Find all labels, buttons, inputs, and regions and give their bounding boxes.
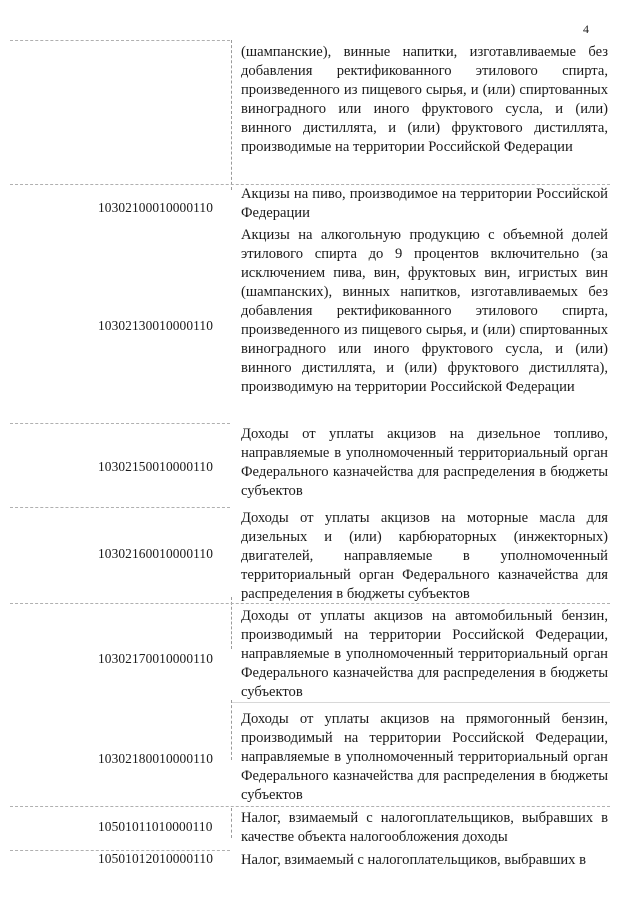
row-code: 10501011010000110 <box>98 819 213 834</box>
column-divider <box>231 597 232 649</box>
row-code: 10302170010000110 <box>98 651 214 666</box>
row-code: 10302180010000110 <box>98 751 214 766</box>
page-number: 4 <box>583 22 589 36</box>
row-description: Акцизы на пиво, производимое на территории Российской Федерации <box>241 186 608 221</box>
row-divider <box>10 40 230 41</box>
row-description: Доходы от уплаты акцизов на автомобильный бензин, производимый на территории Российской Федерации, направляемые в уполномоченный территориальный орган Федерального казначейства для распределения в бюджеты субъектов <box>241 608 608 700</box>
row-code: 10302160010000110 <box>98 546 214 561</box>
row-divider <box>10 507 230 508</box>
row-description: Доходы от уплаты акцизов на прямогонный бензин, производимый на территории Российской Федерации, направляемые в уполномоченный территориальный орган Федерального казначейства для распределения в бюджеты субъектов <box>241 711 608 803</box>
row-code: 10302150010000110 <box>98 459 214 474</box>
row-description: Доходы от уплаты акцизов на моторные масла для дизельных и (или) карбюраторных (инжекторных) двигателей, направляемые в уполномоченный территориальный орган Федерального казначейства для распределения в бюджеты субъектов <box>241 510 608 602</box>
row-description: Налог, взимаемый с налогоплательщиков, выбравших в качестве объекта налогообложения доходы <box>241 810 608 845</box>
column-divider <box>231 40 232 190</box>
row-description: Налог, взимаемый с налогоплательщиков, выбравших в <box>241 852 586 868</box>
row-description: Акцизы на алкогольную продукцию с объемной долей этилового спирта до 9 процентов включительно (за исключением пива, вин, фруктовых вин, игристых вин (шампанских), винных напитков, изготавливаемых без добавления ректификованного этилового спирта, произведенного из пищевого сырья, и (или) спиртованных виноградного или иного фруктового сусла, и (или) винного дистиллята, и (или) фруктового дистиллята), производимую на территории Российской Федерации <box>241 227 608 395</box>
row-divider <box>10 806 610 807</box>
row-description: Доходы от уплаты акцизов на дизельное топливо, направляемые в уполномоченный территориальный орган Федерального казначейства для распределения в бюджеты субъектов <box>241 426 608 499</box>
row-code: 10302100010000110 <box>98 200 214 215</box>
column-divider <box>231 808 232 838</box>
row-code: 10501012010000110 <box>98 851 214 866</box>
row-description: (шампанские), винные напитки, изготавливаемые без добавления ректификованного этилового спирта, произведенного из пищевого сырья, и (или) спиртованных виноградного или иного фруктового сусла, и (или) винного дистиллята, и (или) фруктового дистиллята, производимые на территории Российской Федерации <box>241 44 608 155</box>
row-divider <box>232 702 610 703</box>
row-divider <box>10 423 230 424</box>
column-divider <box>231 700 232 760</box>
row-code: 10302130010000110 <box>98 318 214 333</box>
